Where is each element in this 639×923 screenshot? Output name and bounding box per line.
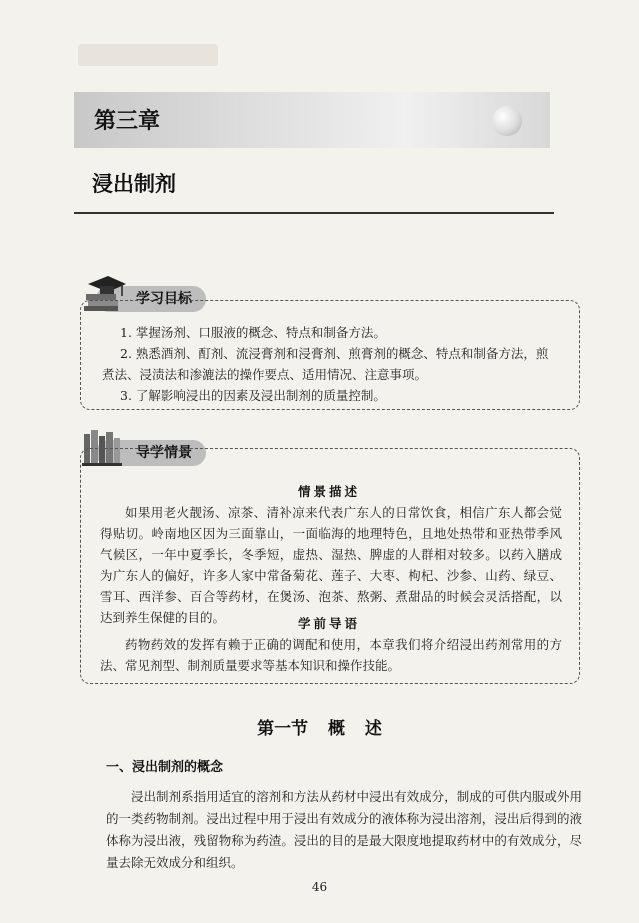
orb-icon: [492, 106, 522, 136]
prelearn-text: 药物药效的发挥有赖于正确的调配和使用，本章我们将介绍浸出药剂常用的方法、常见剂型、制剂质量要求等基本知识和操作技能。: [100, 637, 562, 673]
objective-item-2: 2. 熟悉酒剂、酊剂、流浸膏剂和浸膏剂、煎膏剂的概念、特点和制备方法，煎煮法、浸渍法和渗漉法的操作要点、适用情况、注意事项。: [102, 346, 549, 382]
objective-item-3: 3. 了解影响浸出的因素及浸出制剂的质量控制。: [120, 388, 386, 403]
chapter-title: 浸出制剂: [92, 172, 176, 196]
prelearn-heading: 学前导语: [297, 616, 360, 631]
chapter-banner: [74, 92, 550, 148]
page-number: 46: [311, 880, 328, 894]
subsection-title: 一、浸出制剂的概念: [106, 760, 224, 775]
objective-item-1: 1. 掌握汤剂、口服液的概念、特点和制备方法。: [120, 325, 386, 340]
body-paragraph: 浸出制剂系指用适宜的溶剂和方法从药材中浸出有效成分，制成的可供内服或外用的一类药物制剂。浸出过程中用于浸出有效成分的液体称为浸出溶剂，浸出后得到的液体称为浸出液，残留物称为药渣。浸出的目的是最大限度地提取药材中的有效成分，尽量去除无效成分和组织。: [106, 789, 582, 870]
section-title: 第一节 概 述: [257, 719, 382, 739]
objectives-badge-label: 学习目标: [136, 291, 192, 307]
scenario-text: 如果用老火靓汤、凉茶、清补凉来代表广东人的日常饮食，相信广东人都会觉得贴切。岭南地区因为三面靠山，一面临海的地理特色，且地处热带和亚热带季风气候区，一年中夏季长，冬季短，虚热、湿热、脾虚的人群相对较多。以药入膳成为广东人的偏好，许多人家中常备菊花、莲子、大枣、枸杞、沙参、山药、绿豆、雪耳、西洋参、百合等药材，在煲汤、泡茶、熬粥、煮甜品的时候会灵活搭配，以达到养生保健的目的。: [100, 505, 562, 625]
guide-badge-label: 导学情景: [136, 445, 192, 461]
scenario-heading: 情景描述: [297, 484, 360, 499]
chapter-label: 第三章: [94, 109, 161, 134]
title-divider: [74, 212, 554, 214]
bleed-through-header: [78, 44, 218, 66]
